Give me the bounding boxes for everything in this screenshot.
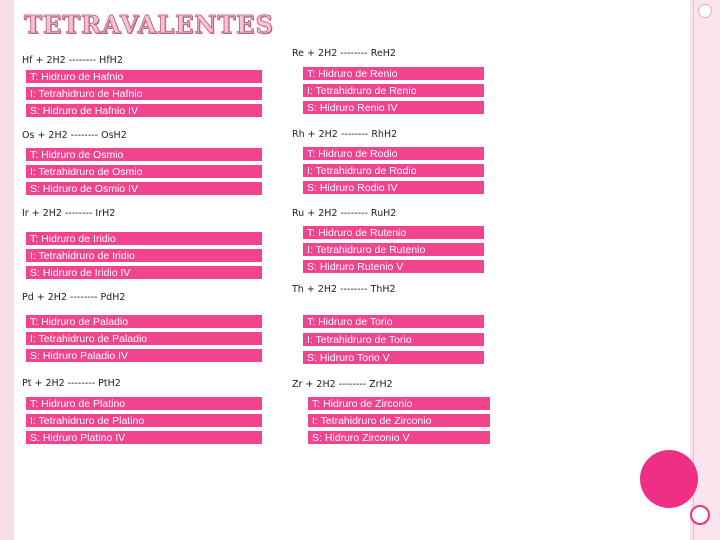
- name-stock-iridio: S: Hidruro de Iridio IV: [26, 266, 262, 280]
- name-traditional-torio: T: Hidruro de Torio: [303, 315, 484, 329]
- equation-rutenio: Ru + 2H2 -------- RuH2: [292, 208, 397, 219]
- equation-renio: Re + 2H2 -------- ReH2: [292, 48, 396, 59]
- name-traditional-renio: T: Hidruro de Renio: [303, 67, 484, 81]
- name-traditional-rodio: T: Hidruro de Rodio: [303, 147, 484, 161]
- name-iupac-rutenio: I: Tetrahidruro de Rutenio: [303, 243, 484, 257]
- name-traditional-iridio: T: Hidruro de Iridio: [26, 232, 262, 246]
- equation-platino: Pt + 2H2 -------- PtH2: [22, 378, 121, 389]
- name-stock-rutenio: S: Hidruro Rutenio V: [303, 260, 484, 274]
- name-stock-paladio: S: Hidruro Paladio IV: [26, 349, 262, 363]
- equation-osmio: Os + 2H2 -------- OsH2: [22, 130, 127, 141]
- name-traditional-hafnio: T: Hidruro de Hafnio: [26, 70, 262, 84]
- equation-zirconio: Zr + 2H2 -------- ZrH2: [292, 379, 393, 390]
- right-frame-band: [690, 0, 720, 540]
- decorative-ring: [698, 4, 712, 18]
- name-iupac-platino: I: Tetrahidruro de Platino: [26, 414, 262, 428]
- left-frame-band: [0, 0, 14, 540]
- decorative-circle-small: [680, 470, 689, 479]
- name-stock-rodio: S: Hidruro Rodio IV: [303, 181, 484, 195]
- name-stock-renio: S: Hidruro Renio IV: [303, 101, 484, 115]
- name-traditional-rutenio: T: Hidruro de Rutenio: [303, 226, 484, 240]
- name-iupac-osmio: I: Tetrahidruro de Osmio: [26, 165, 262, 179]
- decorative-circle-outline: [690, 505, 710, 525]
- name-traditional-osmio: T: Hidruro de Osmio: [26, 148, 262, 162]
- name-traditional-zirconio: T: Hidruro de Zirconio: [308, 397, 490, 411]
- name-iupac-iridio: I: Tetrahidruro de Iridio: [26, 249, 262, 263]
- equation-hafnio: Hf + 2H2 -------- HfH2: [22, 55, 123, 66]
- name-traditional-paladio: T: Hidruro de Paladio: [26, 315, 262, 329]
- decorative-circle-large: [640, 450, 698, 508]
- name-stock-platino: S: Hidruro Platino IV: [26, 431, 262, 445]
- name-iupac-paladio: I: Tetrahidruro de Paladio: [26, 332, 262, 346]
- slide-title: TETRAVALENTES: [24, 10, 274, 39]
- name-iupac-renio: I: Tetrahidruro de Renio: [303, 84, 484, 98]
- equation-iridio: Ir + 2H2 -------- IrH2: [22, 208, 116, 219]
- equation-torio: Th + 2H2 -------- ThH2: [292, 284, 396, 295]
- name-traditional-platino: T: Hidruro de Platino: [26, 397, 262, 411]
- name-iupac-zirconio: I: Tetrahidruro de Zirconio: [308, 414, 490, 428]
- name-iupac-rodio: I: Tetrahidruro de Rodio: [303, 164, 484, 178]
- equation-rodio: Rh + 2H2 -------- RhH2: [292, 129, 398, 140]
- name-stock-hafnio: S: Hidruro de Hafnio IV: [26, 104, 262, 118]
- equation-paladio: Pd + 2H2 -------- PdH2: [22, 292, 126, 303]
- name-iupac-hafnio: I: Tetrahidruro de Hafnio: [26, 87, 262, 101]
- right-frame-line: [693, 0, 694, 540]
- name-stock-torio: S: Hidruro Torio V: [303, 351, 484, 365]
- name-iupac-torio: I: Tetrahidruro de Torio: [303, 333, 484, 347]
- name-stock-zirconio: S: Hidruro Zirconio V: [308, 431, 490, 445]
- name-stock-osmio: S: Hidruro de Osmio IV: [26, 182, 262, 196]
